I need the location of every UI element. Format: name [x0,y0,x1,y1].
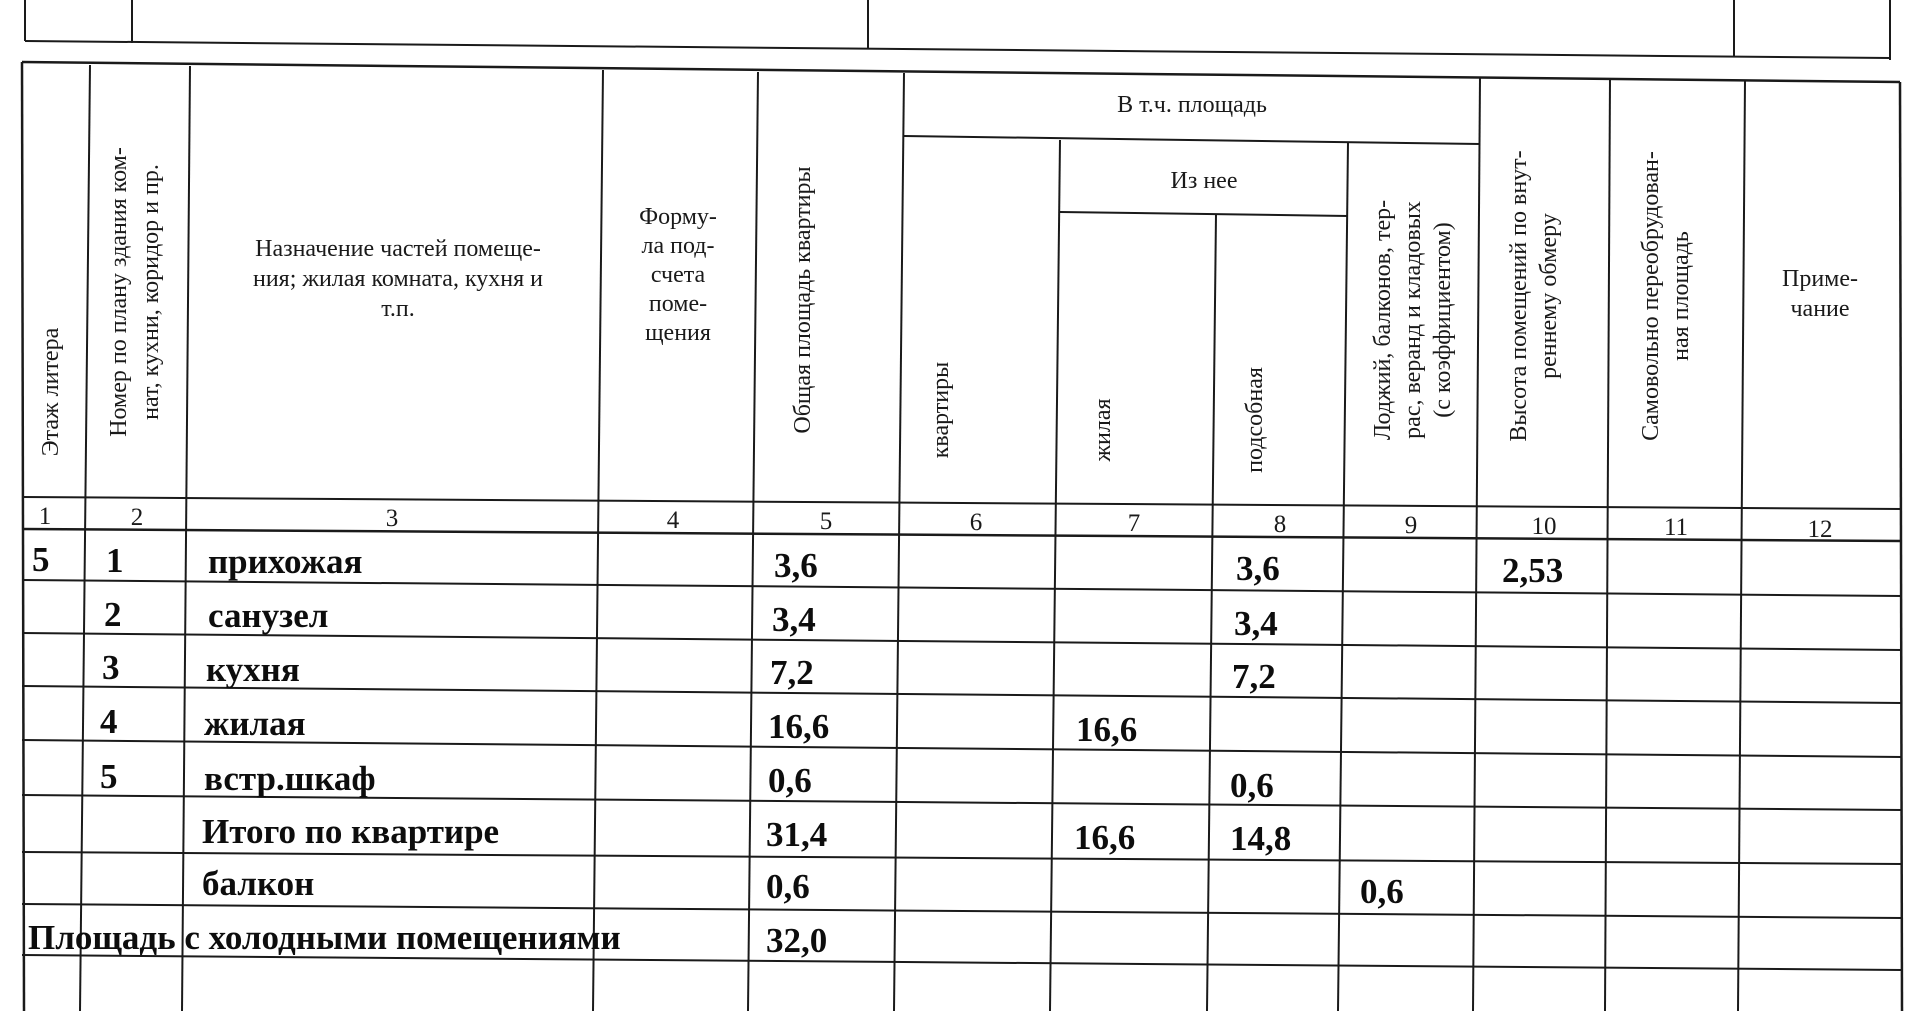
header-plan-number-line1: Номер по плану здания ком- [106,147,132,437]
column-number: 12 [1807,516,1833,543]
column-number: 3 [385,505,399,532]
table-row-total [202,812,1291,858]
cell-room-number: 5 [100,757,118,796]
cell-total-area: 16,6 [768,707,830,746]
column-number: 5 [819,508,833,535]
cell-living-area: 16,6 [1076,710,1138,749]
header-purpose-line1: Назначение частей помеще- [255,236,541,262]
cell-height: 2,53 [1502,551,1564,590]
cold-total-label: Площадь с холодными помещениями [28,918,621,957]
column-number: 4 [666,507,680,534]
column-number: 9 [1404,512,1418,539]
column-number-row [39,503,1833,543]
cell-room-name: санузел [208,596,329,635]
cell-total-label: Итого по квартире [202,812,500,851]
table-header [38,92,1858,473]
header-group-title: В т.ч. площадь [1117,92,1267,118]
cold-total-value: 32,0 [766,921,828,960]
cell-loggia-area: 0,6 [1360,872,1404,911]
header-purpose-line3: т.п. [381,296,415,322]
column-number: 10 [1531,513,1557,540]
cell-living-area: 16,6 [1074,818,1136,857]
header-formula-line3: счета [650,262,706,288]
header-formula-line1: Форму- [639,204,717,230]
cell-room-name: кухня [206,650,300,689]
cell-room-name: встр.шкаф [204,759,376,798]
cell-auxiliary-area: 14,8 [1230,819,1292,858]
cell-room-number: 4 [100,702,118,741]
table-row-cold-total [28,918,827,960]
header-unauthorized-line2: ная площадь [1668,231,1694,361]
cell-room-number: 2 [104,595,122,634]
previous-table-fragment [25,0,1890,60]
header-unauthorized-line1: Самовольно переобрудован- [1638,151,1664,441]
cell-room-name: балкон [202,864,315,903]
header-formula-line4: поме- [648,291,708,317]
header-note-line1: Приме- [1781,266,1859,292]
cell-room-name: прихожая [208,542,363,581]
cell-auxiliary-area: 7,2 [1232,657,1276,696]
header-plan-number-line2: нат, кухни, коридор и пр. [138,164,164,420]
header-floor-letter: Этаж литера [38,327,64,457]
header-purpose-line2: ния; жилая комната, кухня и [252,266,544,292]
column-number: 7 [1127,510,1141,537]
cell-room-number: 1 [106,541,124,580]
cell-total-area: 3,4 [772,600,816,639]
cell-total-area: 0,6 [766,867,810,906]
table-row [102,648,1276,696]
cell-total-area: 3,6 [774,546,818,585]
cell-room-name: жилая [204,704,306,743]
cell-total-area: 31,4 [766,815,828,854]
header-note-line2: чание [1790,296,1850,322]
header-apartment-area: квартиры [928,361,954,459]
header-subgroup-title: Из нее [1170,168,1238,194]
header-auxiliary-area: подсобная [1242,367,1268,473]
cell-auxiliary-area: 0,6 [1230,766,1274,805]
cell-room-number: 3 [102,648,120,687]
cell-total-area: 0,6 [768,761,812,800]
column-number: 1 [38,503,52,530]
header-total-area: Общая площадь квартиры [790,166,816,434]
table-row [202,864,1404,911]
cell-floor: 5 [32,540,50,579]
column-number: 2 [130,504,144,531]
header-formula-line2: ла под- [641,233,715,259]
table-row [100,757,1274,805]
cell-auxiliary-area: 3,4 [1234,604,1278,643]
column-number: 11 [1663,514,1689,541]
header-loggia-line1: Лоджий, балконов, тер- [1370,199,1396,441]
header-height-line2: реннему обмеру [1536,213,1562,379]
column-number: 8 [1273,511,1287,538]
table-row [100,702,1137,749]
header-loggia-line3: (с коэффициентом) [1430,222,1456,418]
cell-total-area: 7,2 [770,653,814,692]
header-height-line1: Высота помещений по внут- [1506,150,1532,442]
data-rows [28,540,1563,960]
column-number: 6 [969,509,983,536]
header-living-area: жилая [1090,398,1116,462]
header-loggia-line2: рас, веранд и кладовых [1400,201,1426,439]
cell-auxiliary-area: 3,6 [1236,549,1280,588]
header-formula-line5: щения [645,320,711,346]
